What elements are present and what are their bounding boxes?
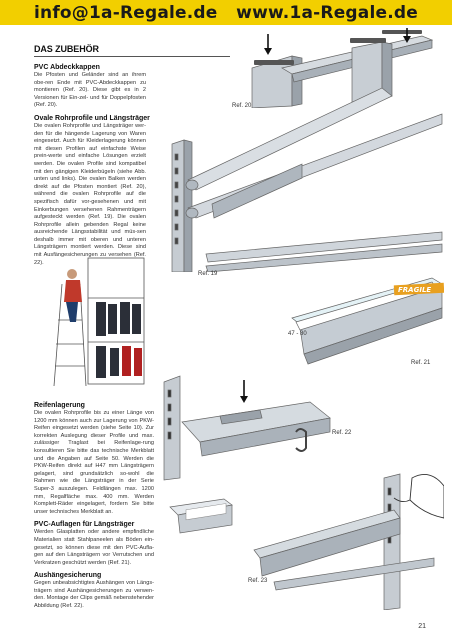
block-title: Aushängesicherung [34,572,102,580]
ref-label-20: Ref. 20 [232,103,252,109]
illustration-garment-rack [52,254,148,390]
ref-label-22: Ref. 22 [332,430,352,436]
block-text: Werden Glasplatten oder andere empfindliche Materialien statt Stahlpaneelen als Böden ein-gesetzt, so können diese mit den PVC-Aufla-gen auf den Längsträgern vor Verrutschen und Verkratzen geschützt werden (Ref. 21). [34,529,154,566]
illustration-pvc-plate [166,495,236,535]
block-title: PVC-Auflagen für Längsträger [34,521,135,529]
block-text: Die ovalen Rohrprofile bis zu einer Länge von 1200 mm können auch zur Lagerung von PKW-Reifen eingesetzt werden (siehe Seite 10). Zur korrekten Auslegung dieser Profile und max. zulässiger Traglast bei Reifenlage-rung konsultieren Sie bitte das technische Merkblatt und die Angaben auf Seite 50. Werden die PKW-Reifen direkt auf H47 mm Längsträgern gelagert, sind grundsätzlich so-wohl die Rahmen wie die Längsträger in der Serie Super-3 auszulegen. Feldlängen max. 1200 mm, Regalfläche max. 400 mm. Werden Komplett-Räder eingelagert, fordern Sie bitte unser technisches Merkblatt an. [34,410,154,515]
illustration-hand-clip [234,458,444,610]
block-title: Ovale Rohrprofile und Längsträger [34,114,150,122]
block-text: Die ovalen Rohrprofile und Längsträger wer-den für die hängende Lagerung von Waren eingesetzt. Auch für Kleiderlagerung können mit diesen Profilen auf einfachste Weise prein-werte und einfache Lösungen erzielt werden. Die ovalen Profile sind kompatibel mit den gängigen Kleiderbügeln (siehe Abb. unten und links). Die ovalen Balken werden direkt auf die Pfosten montiert (Ref. 20), während die ovalen Rohrprofile auf die spezifisch dafür vor-gesehenen und mit Einkerbungen versehenen Rahmenträgern aufgesteckt werden (Ref. 19). Die ovalen Rohrprofile allein gebenden Regal keine ausreichende Längsstabilität und müs-sen deshalb immer mit oberen und unteren Längsträgern montiert werden. Diese sind mit Ausfängesicherungen zu versehen (Ref. 22). [34,122,146,266]
ref-label-21: Ref. 21 [411,360,431,366]
section-title: DAS ZUBEHÖR [34,44,99,54]
banner-email[interactable]: info@1a-Regale.de [34,2,218,23]
header-banner [0,0,452,25]
svg-text:FRAGILE: FRAGILE [398,286,432,294]
ref-label-23: Ref. 23 [248,578,268,584]
dimension-label: 47 - 80 [288,331,307,337]
banner-website[interactable]: www.1a-Regale.de [236,2,418,23]
block-title: PVC Abdeckkappen [34,64,100,71]
title-rule [34,56,230,57]
ref-label-19: Ref. 19 [198,271,218,277]
block-title: Reifenlagerung [34,402,85,409]
page-number: 21 [418,623,426,630]
block-text: Die Pfosten und Geländer sind an ihrem obe-ren Ende mit PVC-Abdeckkappen zu montieren (Ref. 20). Diese gibt es in 2 Versionen für Ein-zel- und für Doppelpfosten (Ref. 20). [34,72,146,109]
bottom-column [34,397,154,611]
illustration-oval-profiles [152,84,444,272]
block-text: Gegen unbeabsichtigtes Aushängen von Längs-trägern sind Aushängesicherungen zu verwen-den. Montage der Clips gemäß nebenstehender Abbildung (Ref. 22). [34,580,154,610]
illustration-pvc-support [282,274,444,366]
